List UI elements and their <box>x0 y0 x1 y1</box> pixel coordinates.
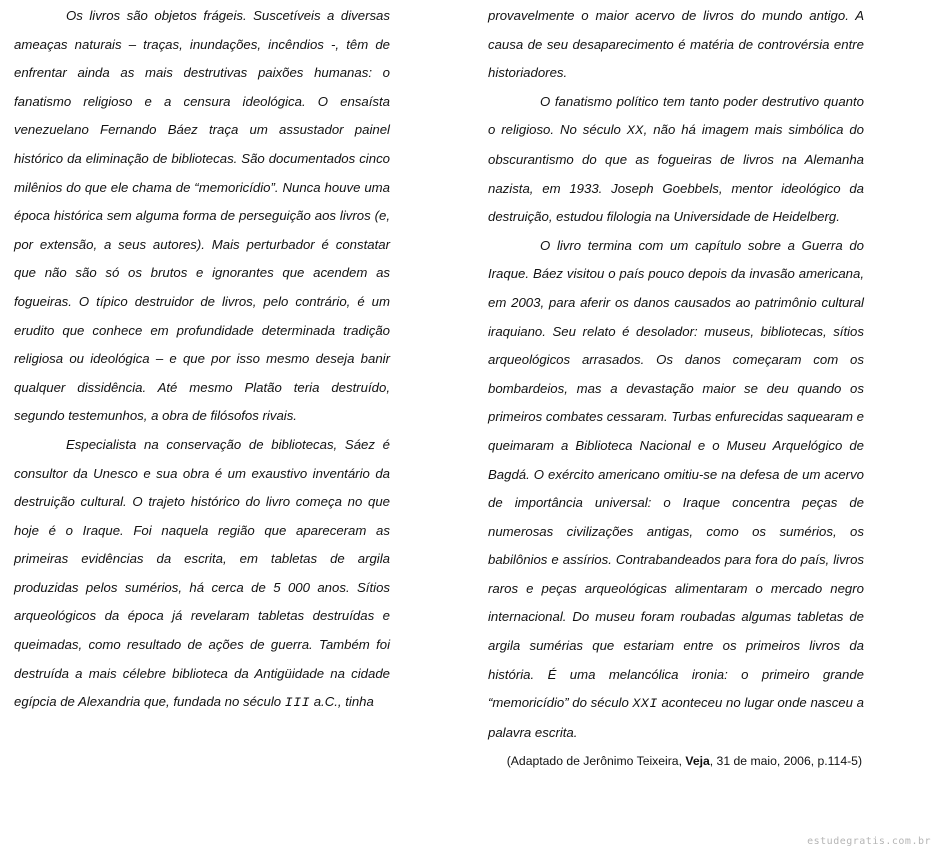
left-column <box>14 2 390 718</box>
paragraph-4 <box>488 232 864 748</box>
paragraph-3-text-end: , não há imagem mais simbólica do obscurantismo do que as fogueiras de livros na Alemanha nazista, em 1933. Joseph Goebbels, mentor ideológico da destruição, estudou filologia na Universidade de Heidelberg. <box>488 122 865 225</box>
paragraph-2-text-end: a.C., tinha <box>310 694 374 710</box>
right-column <box>488 2 864 773</box>
source-citation-end: , 31 de maio, 2006, p.114-5) <box>709 754 862 769</box>
paragraph-2-text: Especialista na conservação de bibliotecas, Sáez é consultor da Unesco e sua obra é um exaustivo inventário da destruição cultural. O trajeto histórico do livro começa no que hoje é o Iraque. Foi naquela região que apareceram as primeiras evidências da escrita, em tabletas de argila produzidas pelos sumérios, há cerca de 5 000 anos. Sítios arqueológicos da época já revelaram tabletas destruídas e queimadas, como resultado de ações de guerra. Também foi destruída a mais célebre biblioteca da Antigüidade na cidade egípcia de Alexandria que, fundada no século <box>14 436 390 710</box>
paragraph-2-continuation-text: provavelmente o maior acervo de livros do mundo antigo. A causa de seu desaparecimento é matéria de controvérsia entre historiadores. <box>488 8 864 81</box>
paragraph-4-text-end: aconteceu no lugar onde nasceu a palavra escrita. <box>488 695 864 740</box>
source-citation <box>488 749 864 773</box>
paragraph-1-text: Os livros são objetos frágeis. Suscetíveis a diversas ameaças naturais – traças, inundações, incêndios -, têm de enfrentar ainda as mais destrutivas paixões humanas: o fanatismo religioso e a censura ideológica. O ensaísta venezuelano Fernando Báez traça um assustador painel histórico da eliminação de bibliotecas. São documentados cinco milênios do que ele chama de “memoricídio”. Nunca houve uma época histórica sem alguma forma de perseguição aos livros (e, por extensão, a seus autores). Mais perturbador é constatar que não são só os brutos e ignorantes que acendem as fogueiras. O típico destruidor de livros, pelo contrário, é um erudito que conhece em profundidade determinada tradição religiosa ou ideológica – e que por isso mesmo deseja banir qualquer dissidência. Até mesmo Platão teria destruído, segundo testemunhos, a obra de filósofos rivais. <box>14 8 390 424</box>
paragraph-2-continuation <box>488 2 864 88</box>
paragraph-3 <box>488 88 864 232</box>
roman-numeral-century: XXI <box>632 696 658 712</box>
watermark: estudegratis.com.br <box>807 836 931 847</box>
paragraph-4-text: O livro termina com um capítulo sobre a Guerra do Iraque. Báez visitou o país pouco depois da invasão americana, em 2003, para aferir os danos causados ao patrimônio cultural iraquiano. Seu relato é desolador: museus, bibliotecas, sítios arqueológicos arrasados. Os danos começaram com os bombardeios, mas a devastação maior se deu quando os primeiros combates cessaram. Turbas enfurecidas saquearam e queimaram a Biblioteca Nacional e o Museu Arquelógico de Bagdá. O exército americano omitiu-se na defesa de um acervo de importância universal: o Iraque concentra peças de numerosas civilizações antigas, como os sumérios, os babilônios e assírios. Contrabandeados para fora do país, livros raros e peças arqueológicas alimentaram o mercado negro internacional. Do museu foram roubadas algumas tabletas de argila sumérias que estariam entre os primeiros livros da história. É uma melancólica ironia: o primeiro grande “memoricídio” do século <box>488 237 864 711</box>
source-magazine: Veja <box>685 754 710 769</box>
paragraph-2 <box>14 431 390 718</box>
paragraph-1 <box>14 2 390 431</box>
paragraph-3-text: O fanatismo político tem tanto poder destrutivo quanto o religioso. No século <box>488 93 864 138</box>
roman-numeral-century: III <box>284 695 311 711</box>
roman-numeral-century: XX <box>626 123 644 139</box>
source-citation-start: (Adaptado de Jerônimo Teixeira, <box>506 754 686 769</box>
